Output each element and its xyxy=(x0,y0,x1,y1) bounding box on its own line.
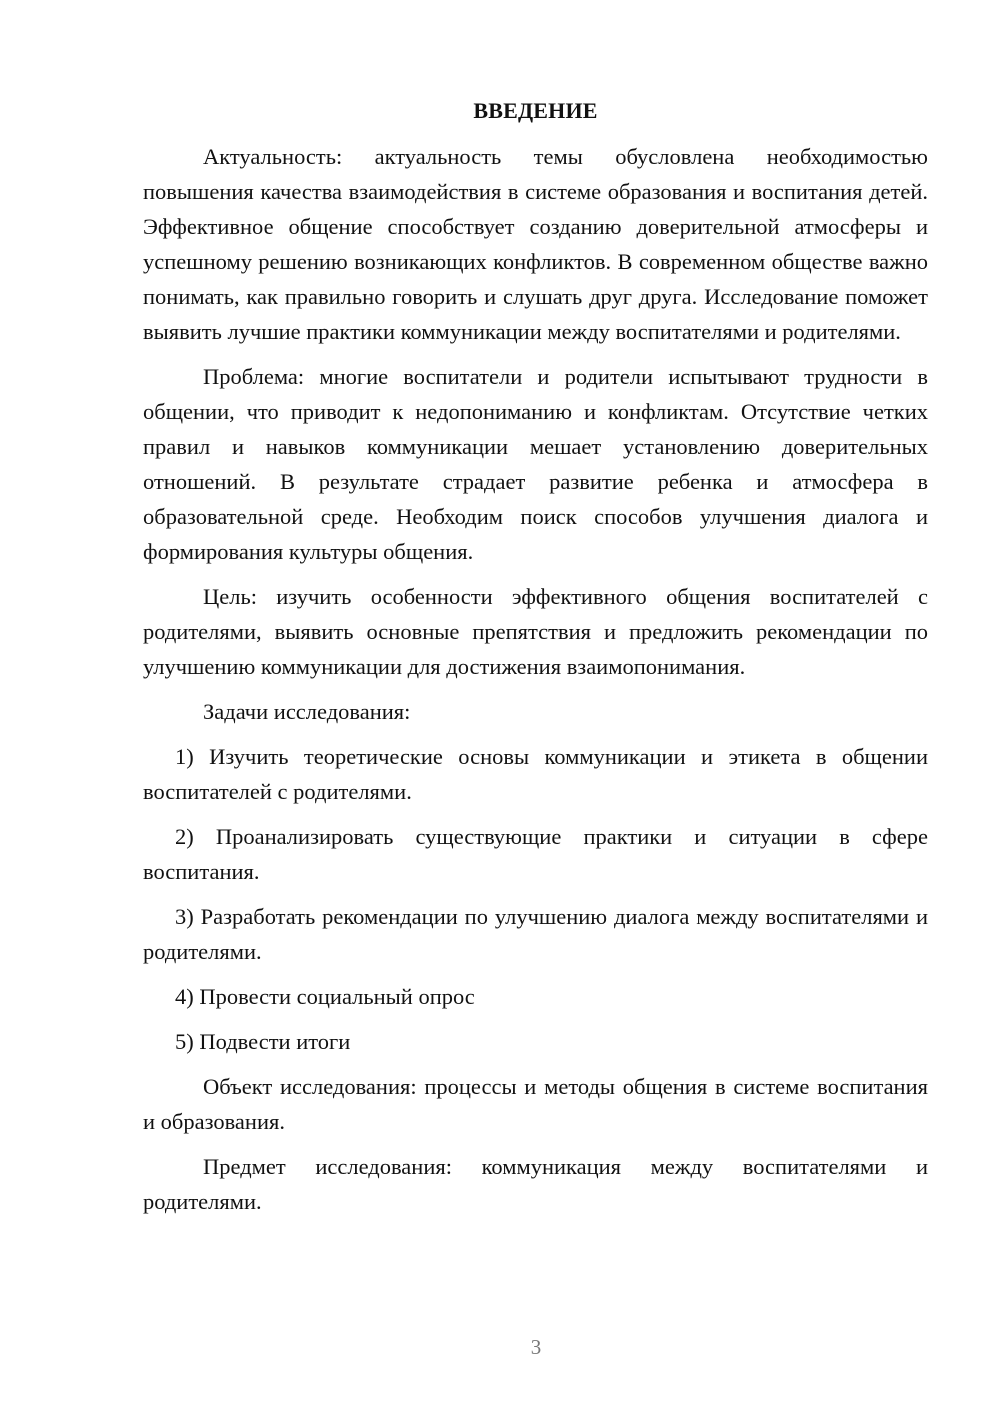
subject-paragraph: Предмет исследования: коммуникация между воспитателями и родителями. xyxy=(143,1154,928,1214)
task-item-5: 5) Подвести итоги xyxy=(175,1029,351,1054)
tasks-heading: Задачи исследования: xyxy=(203,699,411,724)
task-item-3: 3) Разработать рекомендации по улучшению диалога между воспитателями и родителями. xyxy=(143,904,928,964)
problem-paragraph: Проблема: многие воспитатели и родители испытывают трудности в общении, что приводит к недопониманию и конфликтам. Отсутствие четких правил и навыков коммуникации мешает установлению доверительных отношений. В результате страдает развитие ребенка и атмосфера в образовательной среде. Необходим поиск способов улучшения диалога и формирования культуры общения. xyxy=(143,364,928,564)
relevance-paragraph: Актуальность: актуальность темы обусловлена необходимостью повышения качества взаимодействия в системе образования и воспитания детей. Эффективное общение способствует созданию доверительной атмосферы и успешному решению возникающих конфликтов. В современном обществе важно понимать, как правильно говорить и слушать друг друга. Исследование поможет выявить лучшие практики коммуникации между воспитателями и родителями. xyxy=(143,144,928,344)
task-item-1: 1) Изучить теоретические основы коммуникации и этикета в общении воспитателей с родителями. xyxy=(143,744,928,804)
goal-paragraph: Цель: изучить особенности эффективного общения воспитателей с родителями, выявить основные препятствия и предложить рекомендации по улучшению коммуникации для достижения взаимопонимания. xyxy=(143,584,928,679)
section-title: ВВЕДЕНИЕ xyxy=(473,98,598,123)
task-item-4: 4) Провести социальный опрос xyxy=(175,984,475,1009)
task-item-2: 2) Проанализировать существующие практики и ситуации в сфере воспитания. xyxy=(143,824,928,884)
object-paragraph: Объект исследования: процессы и методы общения в системе воспитания и образования. xyxy=(143,1074,928,1134)
page-content xyxy=(143,95,928,1229)
page-number: 3 xyxy=(530,1335,542,1359)
